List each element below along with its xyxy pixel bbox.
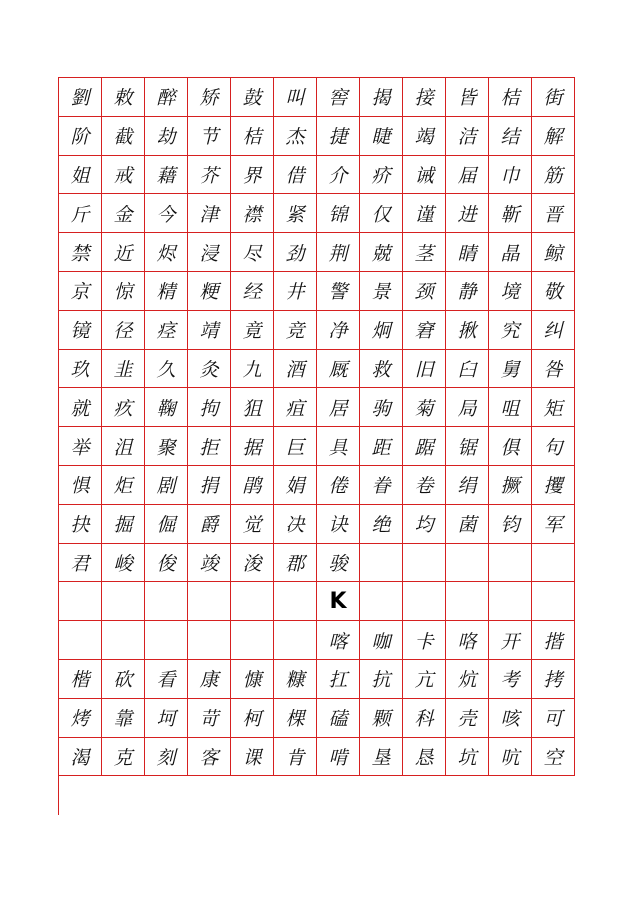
grid-cell-character: 拒 — [188, 427, 231, 466]
grid-cell-character: 桔 — [489, 78, 532, 117]
grid-cell-character: 亢 — [403, 660, 446, 699]
grid-cell-character: 扛 — [317, 660, 360, 699]
grid-cell-character: 靠 — [102, 699, 145, 738]
grid-cell-character: 均 — [403, 505, 446, 544]
grid-cell-character: 桔 — [231, 117, 274, 156]
grid-cell-character: 惧 — [59, 466, 102, 505]
grid-cell-character: 津 — [188, 194, 231, 233]
grid-cell-character: 烬 — [145, 233, 188, 272]
grid-cell-character: 靳 — [489, 194, 532, 233]
grid-cell-empty — [231, 582, 274, 621]
grid-cell-character: 茎 — [403, 233, 446, 272]
grid-cell-empty — [231, 621, 274, 660]
grid-cell-character: 巾 — [489, 156, 532, 195]
grid-cell-character: 磕 — [317, 699, 360, 738]
grid-cell-character: 肯 — [274, 738, 317, 777]
grid-cell-character: 灸 — [188, 350, 231, 389]
grid-cell-character: 捐 — [188, 466, 231, 505]
grid-cell-character: 棵 — [274, 699, 317, 738]
grid-cell-character: 句 — [532, 427, 575, 466]
grid-cell-character: 疚 — [102, 388, 145, 427]
grid-cell-character: 鲸 — [532, 233, 575, 272]
grid-cell-character: 戒 — [102, 156, 145, 195]
grid-cell-character: 窘 — [403, 311, 446, 350]
grid-cell-character: 径 — [102, 311, 145, 350]
grid-cell-character: 捷 — [317, 117, 360, 156]
grid-cell-empty — [274, 621, 317, 660]
grid-cell-character: 沮 — [102, 427, 145, 466]
grid-cell-empty — [489, 582, 532, 621]
grid-cell-character: 卷 — [403, 466, 446, 505]
grid-cell-empty — [403, 544, 446, 583]
grid-cell-character: 惊 — [102, 272, 145, 311]
grid-cell-character: 举 — [59, 427, 102, 466]
grid-cell-character: 臼 — [446, 350, 489, 389]
grid-cell-empty — [59, 621, 102, 660]
grid-cell-empty — [360, 544, 403, 583]
grid-cell-character: 禁 — [59, 233, 102, 272]
grid-cell-character: 警 — [317, 272, 360, 311]
grid-cell-character: 居 — [317, 388, 360, 427]
grid-cell-character: 晶 — [489, 233, 532, 272]
grid-cell-character: 净 — [317, 311, 360, 350]
grid-cell-character: 骏 — [317, 544, 360, 583]
grid-cell-character: 精 — [145, 272, 188, 311]
grid-cell-character: 咎 — [532, 350, 575, 389]
grid-cell-character: 考 — [489, 660, 532, 699]
grid-cell-character: 杰 — [274, 117, 317, 156]
grid-cell-character: 谨 — [403, 194, 446, 233]
grid-cell-character: 攫 — [532, 466, 575, 505]
grid-cell-character: 舅 — [489, 350, 532, 389]
grid-cell-character: 兢 — [360, 233, 403, 272]
grid-cell-character: 康 — [188, 660, 231, 699]
grid-cell-character: 金 — [102, 194, 145, 233]
grid-cell-character: 尽 — [231, 233, 274, 272]
grid-cell-character: 叫 — [274, 78, 317, 117]
grid-cell-character: 抗 — [360, 660, 403, 699]
grid-cell-character: 恳 — [403, 738, 446, 777]
grid-cell-character: 炕 — [446, 660, 489, 699]
grid-cell-character: 酒 — [274, 350, 317, 389]
grid-cell-empty — [489, 544, 532, 583]
section-letter: K — [317, 582, 360, 621]
grid-cell-character: 鞠 — [145, 388, 188, 427]
grid-cell-character: 俱 — [489, 427, 532, 466]
grid-cell-character: 坷 — [145, 699, 188, 738]
grid-cell-character: 具 — [317, 427, 360, 466]
grid-cell-character: 醉 — [145, 78, 188, 117]
grid-cell-character: 驹 — [360, 388, 403, 427]
grid-cell-character: 洁 — [446, 117, 489, 156]
grid-cell-character: 娟 — [274, 466, 317, 505]
grid-cell-character: 刻 — [145, 738, 188, 777]
grid-cell-character: 倔 — [145, 505, 188, 544]
grid-cell-character: 敬 — [532, 272, 575, 311]
grid-cell-character: 爵 — [188, 505, 231, 544]
grid-cell-character: 卡 — [403, 621, 446, 660]
grid-cell-empty — [145, 582, 188, 621]
grid-cell-character: 韭 — [102, 350, 145, 389]
grid-cell-empty — [102, 582, 145, 621]
grid-cell-character: 镜 — [59, 311, 102, 350]
grid-cell-character: 京 — [59, 272, 102, 311]
grid-cell-character: 究 — [489, 311, 532, 350]
grid-cell-character: 锦 — [317, 194, 360, 233]
grid-cell-character: 柯 — [231, 699, 274, 738]
grid-cell-character: 厩 — [317, 350, 360, 389]
grid-cell-character: 苛 — [188, 699, 231, 738]
grid-cell-character: 劫 — [145, 117, 188, 156]
grid-cell-character: 锯 — [446, 427, 489, 466]
grid-cell-character: 进 — [446, 194, 489, 233]
grid-cell-character: 节 — [188, 117, 231, 156]
grid-cell-character: 军 — [532, 505, 575, 544]
grid-cell-character: 壳 — [446, 699, 489, 738]
grid-cell-character: 介 — [317, 156, 360, 195]
grid-cell-character: 绢 — [446, 466, 489, 505]
grid-cell-character: 科 — [403, 699, 446, 738]
grid-cell-character: 绝 — [360, 505, 403, 544]
grid-cell-character: 眷 — [360, 466, 403, 505]
grid-cell-character: 窖 — [317, 78, 360, 117]
grid-cell-character: 颗 — [360, 699, 403, 738]
grid-cell-character: 克 — [102, 738, 145, 777]
grid-cell-character: 睫 — [360, 117, 403, 156]
grid-cell-character: 今 — [145, 194, 188, 233]
grid-cell-character: 诀 — [317, 505, 360, 544]
grid-cell-character: 芥 — [188, 156, 231, 195]
grid-cell-character: 浚 — [231, 544, 274, 583]
grid-cell-character: 疽 — [274, 388, 317, 427]
grid-cell-character: 诫 — [403, 156, 446, 195]
grid-cell-character: 解 — [532, 117, 575, 156]
grid-cell-character: 峻 — [102, 544, 145, 583]
grid-cell-character: 拷 — [532, 660, 575, 699]
grid-cell-character: 客 — [188, 738, 231, 777]
grid-cell-character: 慷 — [231, 660, 274, 699]
grid-cell-character: 劉 — [59, 78, 102, 117]
grid-cell-character: 倦 — [317, 466, 360, 505]
grid-cell-character: 揭 — [360, 78, 403, 117]
grid-cell-character: 届 — [446, 156, 489, 195]
grid-cell-empty — [446, 582, 489, 621]
grid-cell-character: 君 — [59, 544, 102, 583]
grid-cell-character: 粳 — [188, 272, 231, 311]
grid-cell-character: 疥 — [360, 156, 403, 195]
grid-cell-character: 狙 — [231, 388, 274, 427]
grid-cell-character: 救 — [360, 350, 403, 389]
grid-cell-character: 斤 — [59, 194, 102, 233]
grid-cell-character: 久 — [145, 350, 188, 389]
grid-cell-character: 咯 — [446, 621, 489, 660]
grid-cell-character: 晋 — [532, 194, 575, 233]
grid-cell-character: 聚 — [145, 427, 188, 466]
grid-cell-character: 襟 — [231, 194, 274, 233]
character-grid — [58, 77, 575, 815]
grid-cell-character: 筋 — [532, 156, 575, 195]
grid-cell-character: 俊 — [145, 544, 188, 583]
grid-cell-character: 阶 — [59, 117, 102, 156]
grid-cell-character: 坑 — [446, 738, 489, 777]
grid-cell-character: 景 — [360, 272, 403, 311]
grid-cell-character: 姐 — [59, 156, 102, 195]
grid-cell-character: 拘 — [188, 388, 231, 427]
grid-cell-character: 仅 — [360, 194, 403, 233]
grid-cell-character: 决 — [274, 505, 317, 544]
grid-cell-character: 竣 — [188, 544, 231, 583]
grid-cell-character: 烤 — [59, 699, 102, 738]
grid-cell-character: 炬 — [102, 466, 145, 505]
grid-cell-character: 竭 — [403, 117, 446, 156]
grid-cell-character: 竟 — [231, 311, 274, 350]
grid-cell-character: 接 — [403, 78, 446, 117]
grid-cell-character: 抉 — [59, 505, 102, 544]
grid-cell-character: 藉 — [145, 156, 188, 195]
grid-cell-character: 九 — [231, 350, 274, 389]
grid-cell-empty — [403, 582, 446, 621]
grid-cell-character: 看 — [145, 660, 188, 699]
grid-cell-character: 旧 — [403, 350, 446, 389]
grid-cell-empty — [446, 544, 489, 583]
grid-cell-character: 咀 — [489, 388, 532, 427]
grid-cell-character: 揩 — [532, 621, 575, 660]
grid-cell-character: 喀 — [317, 621, 360, 660]
grid-cell-empty — [102, 621, 145, 660]
grid-cell-character: 就 — [59, 388, 102, 427]
grid-cell-character: 劲 — [274, 233, 317, 272]
grid-cell-character: 郡 — [274, 544, 317, 583]
grid-cell-character: 菊 — [403, 388, 446, 427]
grid-cell-character: 咳 — [489, 699, 532, 738]
grid-cell-character: 经 — [231, 272, 274, 311]
grid-cell-character: 开 — [489, 621, 532, 660]
grid-cell-character: 距 — [360, 427, 403, 466]
grid-cell-character: 啃 — [317, 738, 360, 777]
grid-cell-character: 截 — [102, 117, 145, 156]
grid-cell-character: 渴 — [59, 738, 102, 777]
grid-cell-character: 敕 — [102, 78, 145, 117]
grid-cell-character: 借 — [274, 156, 317, 195]
grid-cell-character: 掘 — [102, 505, 145, 544]
grid-cell-character: 钧 — [489, 505, 532, 544]
grid-cell-empty — [188, 621, 231, 660]
grid-cell-character: 浸 — [188, 233, 231, 272]
grid-cell-character: 静 — [446, 272, 489, 311]
grid-cell-character: 近 — [102, 233, 145, 272]
grid-cell-empty — [188, 582, 231, 621]
grid-cell-character: 矩 — [532, 388, 575, 427]
grid-cell-character: 界 — [231, 156, 274, 195]
grid-cell-empty — [274, 582, 317, 621]
grid-cell-character: 炯 — [360, 311, 403, 350]
grid-cell-character: 荆 — [317, 233, 360, 272]
grid-cell-character: 咖 — [360, 621, 403, 660]
grid-cell-empty — [59, 582, 102, 621]
grid-cell-empty — [360, 582, 403, 621]
grid-cell-character: 鼓 — [231, 78, 274, 117]
grid-cell-character: 玖 — [59, 350, 102, 389]
grid-cell-empty — [532, 582, 575, 621]
grid-cell-empty — [145, 621, 188, 660]
grid-cell-character: 痉 — [145, 311, 188, 350]
grid-cell-character: 境 — [489, 272, 532, 311]
grid-cell-character: 紧 — [274, 194, 317, 233]
grid-cell-character: 局 — [446, 388, 489, 427]
grid-cell-character: 吭 — [489, 738, 532, 777]
grid-cell-character: 课 — [231, 738, 274, 777]
grid-cell-character: 井 — [274, 272, 317, 311]
grid-cell-character: 皆 — [446, 78, 489, 117]
grid-cell-character: 街 — [532, 78, 575, 117]
grid-cell-character: 竞 — [274, 311, 317, 350]
grid-cell-character: 撅 — [489, 466, 532, 505]
grid-cell-character: 踞 — [403, 427, 446, 466]
grid-cell-character: 砍 — [102, 660, 145, 699]
grid-cell-character: 鹃 — [231, 466, 274, 505]
grid-cell-character: 垦 — [360, 738, 403, 777]
grid-cell-character: 靖 — [188, 311, 231, 350]
grid-cell-character: 颈 — [403, 272, 446, 311]
grid-cell-character: 空 — [532, 738, 575, 777]
grid-cell-character: 据 — [231, 427, 274, 466]
grid-cell-character: 可 — [532, 699, 575, 738]
grid-cell-character: 揪 — [446, 311, 489, 350]
grid-cell-character: 睛 — [446, 233, 489, 272]
grid-cell-character: 觉 — [231, 505, 274, 544]
grid-cell-character: 矫 — [188, 78, 231, 117]
grid-cell-character: 菌 — [446, 505, 489, 544]
grid-cell-character: 糠 — [274, 660, 317, 699]
grid-cell-character: 楷 — [59, 660, 102, 699]
grid-cell-character: 剧 — [145, 466, 188, 505]
grid-cell-character: 巨 — [274, 427, 317, 466]
grid-cell-empty — [532, 544, 575, 583]
grid-cell-character: 结 — [489, 117, 532, 156]
grid-cell-character: 纠 — [532, 311, 575, 350]
